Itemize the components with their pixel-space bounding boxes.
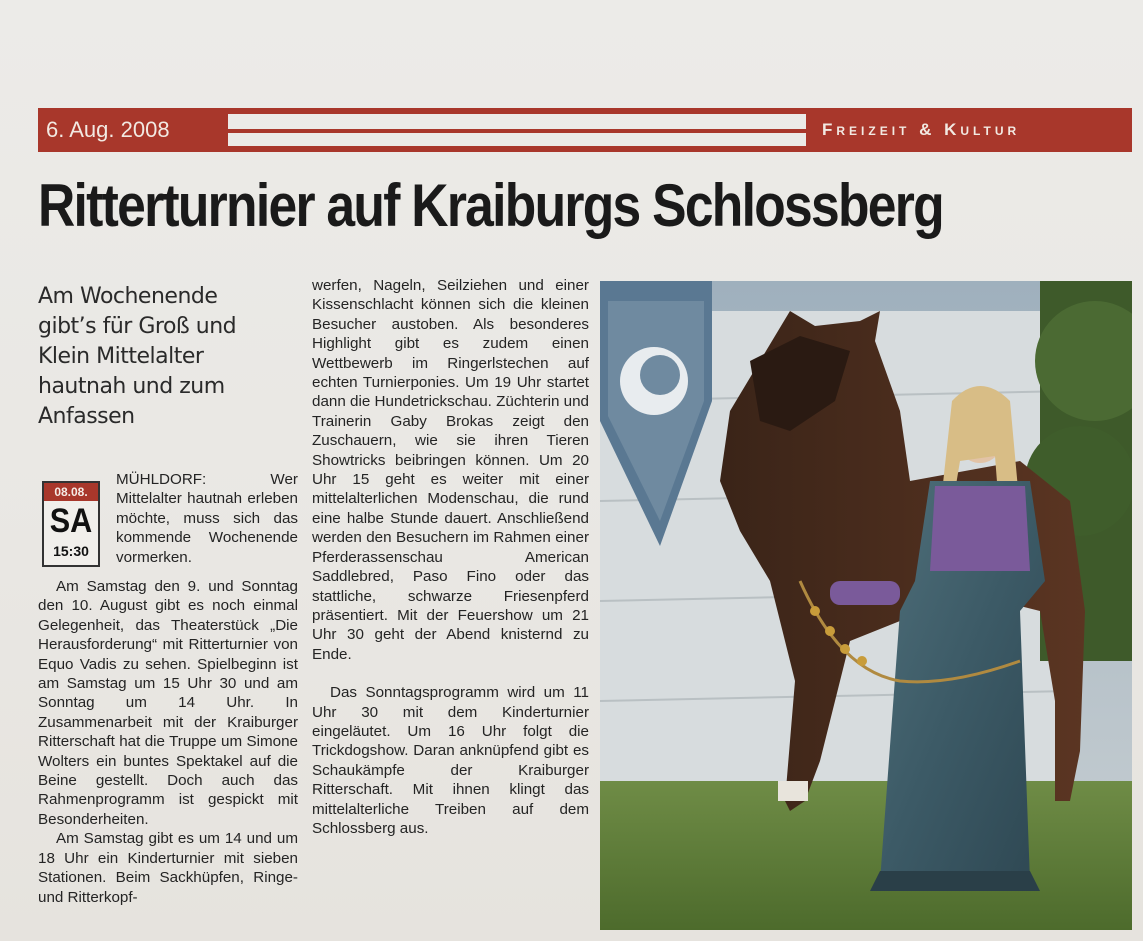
article-lead: MÜHLDORF: Wer Mittelalter hautnah erleben möchte, muss sich das kommende Wochenende vormerken.	[116, 471, 298, 566]
horse-and-lady-photo	[600, 281, 1132, 930]
article-column-2	[312, 276, 589, 838]
header-band	[38, 108, 1132, 154]
event-date: 08.08.	[44, 483, 98, 501]
article-headline: Ritterturnier auf Kraiburgs Schlossberg	[38, 172, 943, 239]
article-photo	[600, 281, 1132, 930]
article-column-1	[38, 577, 298, 907]
section-label: Freizeit & Kultur	[806, 114, 1132, 146]
article-paragraph: Das Sonntagsprogramm wird um 11 Uhr 30 mit dem Kinderturnier eingeläutet. Um 16 Uhr folgt die Trickdogshow. Daran anknüpfend gibt es Schaukämpfe der Kraiburger Ritterschaft. Mit ihnen klingt das mittelalterliche Treiben auf dem Schlossberg aus.	[312, 684, 589, 837]
header-rule-middle	[228, 129, 806, 133]
article-subhead: Am Wochenende gibt’s für Groß und Klein Mittelalter hautnah und zum Anfassen	[38, 284, 237, 429]
article-paragraph: Am Samstag den 9. und Sonntag den 10. August gibt es noch einmal Gelegenheit, das Theaterstück „Die Herausforderung“ mit Ritterturnier von Equo Vadis zu sehen. Spielbeginn ist am Samstag um 15 Uhr 30 und am Sonntag um 14 Uhr. In Zusammenarbeit mit der Kraiburger Ritterschaft hat die Truppe um Simone Wolters ein buntes Spektakel auf die Beine gestellt. Doch auch das Rahmenprogramm ist gespickt mit Besonderheiten.	[38, 578, 298, 828]
issue-date: 6. Aug. 2008	[38, 114, 228, 146]
event-time: 15:30	[53, 543, 89, 559]
article-paragraph: werfen, Nageln, Seilziehen und einer Kissenschlacht können sich die kleinen Besucher austoben. Als besonderes Highlight gibt es zudem einen Wettbewerb im Ringerlstechen auf echten Turnierponies. Um 19 Uhr startet dann die Hundetrickschau. Züchterin und Trainerin Gaby Brokas zeigt den Zuschauern, wie sie ihren Tieren Showtricks beibringen können. Um 20 Uhr 15 geht es weiter mit einer mittelalterlichen Modenschau, die rund eine halbe Stunde dauert. Anschließend werden den Besuchern im Rahmen einer Pferderassenschau American Saddlebred, Paso Fino oder das stattliche, schwarze Friesenpferd präsentiert. Mit der Feuershow um 21 Uhr 30 geht der Abend knisternd zu Ende.	[312, 277, 589, 663]
event-weekday: SA	[49, 502, 93, 540]
article-lead-column	[116, 470, 298, 567]
event-date-badge	[42, 481, 100, 567]
header-rule-bottom	[38, 146, 1132, 152]
article-paragraph: Am Samstag gibt es um 14 und um 18 Uhr ein Kinderturnier mit sieben Stationen. Beim Sackhüpfen, Ringe- und Ritterkopf-	[38, 830, 298, 906]
